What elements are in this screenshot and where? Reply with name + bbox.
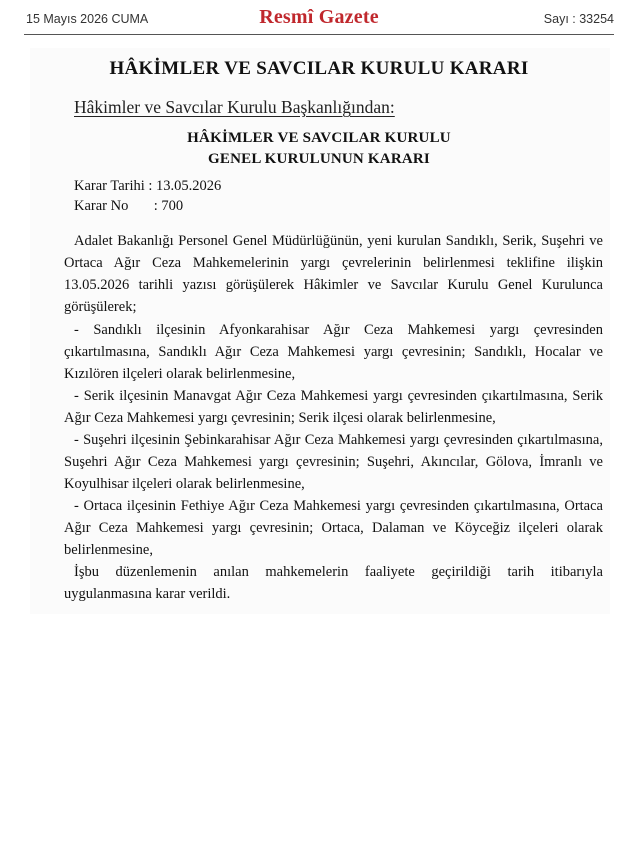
- list-item: - Ortaca ilçesinin Fethiye Ağır Ceza Mahkemesi yargı çevresinden çıkartılmasına, Ortaca Ağır Ceza Mahkemesi yargı çevresinin; Ortaca, Dalaman ve Köyceğiz ilçeleri olarak belirlenmesine,: [64, 498, 603, 558]
- list-item: - Suşehri ilçesinin Şebinkarahisar Ağır Ceza Mahkemesi yargı çevresinden çıkartılmasına, Suşehri Ağır Ceza Mahkemesi yargı çevresinin; Suşehri, Akıncılar, Gölova, İmranlı ve Koyulhisar ilçeleri olarak belirlenmesine,: [64, 432, 603, 492]
- subtitle-line-1: HÂKİMLER VE SAVCILAR KURULU: [187, 130, 451, 146]
- decision-number: Karar No : 700: [74, 198, 184, 214]
- closing-paragraph: İşbu düzenlemenin anılan mahkemelerin faaliyete geçirildiği tarih itibarıyla uygulanmasına karar verildi.: [64, 564, 603, 602]
- masthead-divider: [24, 34, 614, 35]
- intro-paragraph: [64, 230, 603, 318]
- issuing-authority: Hâkimler ve Savcılar Kurulu Başkanlığından:: [74, 97, 395, 117]
- list-item: - Serik ilçesinin Manavgat Ağır Ceza Mahkemesi yargı çevresinden çıkartılmasına, Serik Ağır Ceza Mahkemesi yargı çevresinin; Serik ilçesi olarak belirlenmesine,: [64, 388, 603, 426]
- intro-text: Adalet Bakanlığı Personel Genel Müdürlüğünün, yeni kurulan Sandıklı, Serik, Suşehri ve Ortaca Ağır Ceza Mahkemelerinin yargı çevrelerinin belirlenmesi teklifine ilişkin 13.05.2026 tarihli yazısı görüşülerek Hâkimler ve Savcılar Kurulu Genel Kurulunca görüşülerek;: [64, 233, 603, 315]
- subtitle-line-2: GENEL KURULUNUN KARARI: [208, 151, 430, 167]
- decision-date: Karar Tarihi : 13.05.2026: [74, 178, 222, 194]
- gazette-masthead: [24, 6, 614, 32]
- decision-title: HÂKİMLER VE SAVCILAR KURULU KARARI: [109, 58, 529, 79]
- decision-items: [64, 319, 603, 605]
- decision-meta: [74, 176, 221, 216]
- issue-date: 15 Mayıs 2026 CUMA: [26, 12, 149, 26]
- gazette-title: Resmî Gazete: [259, 6, 379, 28]
- issue-number: Sayı : 33254: [543, 12, 614, 26]
- decision-subtitle: [0, 128, 638, 170]
- list-item: - Sandıklı ilçesinin Afyonkarahisar Ağır Ceza Mahkemesi yargı çevresinden çıkartılmasına, Sandıklı Ağır Ceza Mahkemesi yargı çevresinin; Sandıklı, Hocalar ve Kızılören ilçeleri olarak belirlenmesine,: [64, 322, 603, 382]
